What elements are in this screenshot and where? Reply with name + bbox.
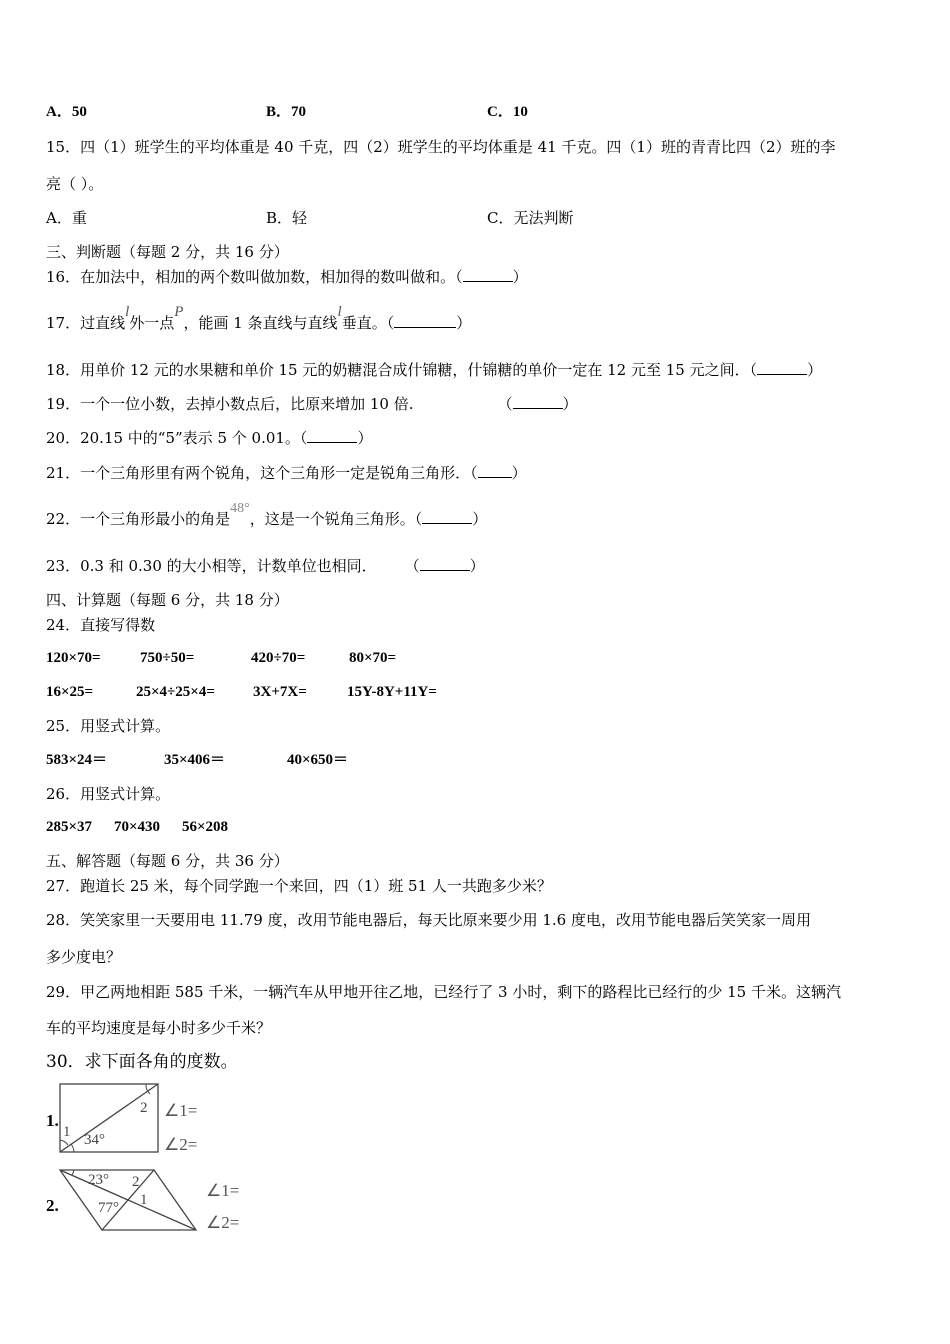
q25-item: 40×650＝ xyxy=(287,752,349,768)
section-5-heading: 五、解答题（每题 6 分，共 36 分） xyxy=(46,852,289,870)
q18-blank[interactable] xyxy=(757,360,807,375)
q23-blank[interactable] xyxy=(420,556,470,571)
q23: 23．0.3 和 0.30 的大小相等，计数单位也相同． （ ） xyxy=(46,557,485,575)
q15-option-c: C．无法判断 xyxy=(487,209,574,227)
line-l-symbol: l xyxy=(125,304,130,320)
q14-option-b: B．70 xyxy=(266,104,307,120)
answer-angle-2: ∠2= xyxy=(164,1135,198,1154)
q27: 27．跑道长 25 米，每个同学跑一个来回，四（1）班 51 人一共跑多少米？ xyxy=(46,877,552,895)
section-3-heading: 三、判断题（每题 2 分，共 16 分） xyxy=(46,243,289,261)
q15-line2: 亮（ ）。 xyxy=(46,175,104,193)
q19-blank[interactable] xyxy=(513,394,563,409)
given-angle-label: 77° xyxy=(98,1200,119,1216)
q28-line1: 28．笑笑家里一天要用电 11.79 度，改用节能电器后，每天比原来要少用 1.6 度电，改用节能电器后笑笑家一周用 xyxy=(46,911,811,929)
q14-option-c: C．10 xyxy=(487,104,528,120)
q17-blank[interactable] xyxy=(394,313,456,328)
q15-option-a: A．重 xyxy=(46,209,87,227)
answer-angle-1: ∠1= xyxy=(206,1181,240,1200)
q14-option-a: A．50 xyxy=(46,104,87,120)
q30-title: 30．求下面各角的度数。 xyxy=(46,1052,238,1072)
q24-item: 25×4÷25×4= xyxy=(136,684,215,700)
angle-1-label: 1 xyxy=(63,1124,71,1140)
angle-2-label: 2 xyxy=(140,1100,148,1116)
q24-item: 16×25= xyxy=(46,684,94,700)
given-angle-label: 23° xyxy=(88,1172,109,1188)
q24-item: 420÷70= xyxy=(251,650,306,666)
q24-title: 24．直接写得数 xyxy=(46,616,156,634)
section-4-heading: 四、计算题（每题 6 分，共 18 分） xyxy=(46,591,289,609)
q21-blank[interactable] xyxy=(478,463,512,478)
q26-title: 26．用竖式计算。 xyxy=(46,785,171,803)
q17: 17．过直线l外一点P，能画 1 条直线与直线l垂直。（ ） xyxy=(46,304,472,332)
answer-angle-1: ∠1= xyxy=(164,1101,198,1120)
fig1-label: 1. xyxy=(46,1111,59,1130)
q26-item: 70×430 xyxy=(114,819,161,835)
q25-title: 25．用竖式计算。 xyxy=(46,717,171,735)
q16-text: 16．在加法中，相加的两个数叫做加数，相加得的数叫做和。（ xyxy=(46,268,463,286)
q20-blank[interactable] xyxy=(307,428,357,443)
q25-item: 583×24＝ xyxy=(46,752,108,768)
q15-line1: 15．四（1）班学生的平均体重是 40 千克，四（2）班学生的平均体重是 41 千克。四（1）班的青青比四（2）班的李 xyxy=(46,138,836,156)
q24-item: 3X+7X= xyxy=(253,684,307,700)
fig2-label: 2. xyxy=(46,1196,59,1215)
q24-item: 80×70= xyxy=(349,650,397,666)
angle-value: 48° xyxy=(230,501,250,516)
figure-2-parallelogram xyxy=(56,1164,256,1236)
q20: 20．20.15 中的“5”表示 5 个 0.01。（ ） xyxy=(46,429,373,447)
answer-angle-2: ∠2= xyxy=(206,1213,240,1232)
q28-line2: 多少度电？ xyxy=(46,948,122,966)
angle-2-label: 2 xyxy=(132,1174,140,1190)
q21: 21．一个三角形里有两个锐角，这个三角形一定是锐角三角形．（ ） xyxy=(46,464,527,482)
q25-item: 35×406＝ xyxy=(164,752,226,768)
q29-line2: 车的平均速度是每小时多少千米？ xyxy=(46,1019,272,1037)
figure-1-rectangle xyxy=(56,1080,226,1158)
q22: 22．一个三角形最小的角是48°，这是一个锐角三角形。（ ） xyxy=(46,501,488,528)
q24-item: 120×70= xyxy=(46,650,101,666)
q26-item: 56×208 xyxy=(182,819,229,835)
angle-1-label: 1 xyxy=(140,1192,148,1208)
q22-blank[interactable] xyxy=(422,509,472,524)
q26-item: 285×37 xyxy=(46,819,93,835)
q24-item: 750÷50= xyxy=(140,650,195,666)
point-p-symbol: P xyxy=(174,304,184,320)
q18: 18．用单价 12 元的水果糖和单价 15 元的奶糖混合成什锦糖，什锦糖的单价一定在 12 元至 15 元之间．（ ） xyxy=(46,361,823,379)
q15-option-b: B．轻 xyxy=(266,209,308,227)
q19: 19．一个一位小数，去掉小数点后，比原来增加 10 倍. （ ） xyxy=(46,395,578,413)
line-l-symbol: l xyxy=(337,304,342,320)
given-angle-label: 34° xyxy=(84,1132,105,1148)
q16: 16．在加法中，相加的两个数叫做加数，相加得的数叫做和。（ ） xyxy=(46,268,528,286)
q29-line1: 29．甲乙两地相距 585 千米，一辆汽车从甲地开往乙地，已经行了 3 小时，剩下的路程比已经行的少 15 千米。这辆汽 xyxy=(46,983,841,1001)
q24-item: 15Y-8Y+11Y= xyxy=(347,684,437,700)
q16-blank[interactable] xyxy=(463,267,513,282)
